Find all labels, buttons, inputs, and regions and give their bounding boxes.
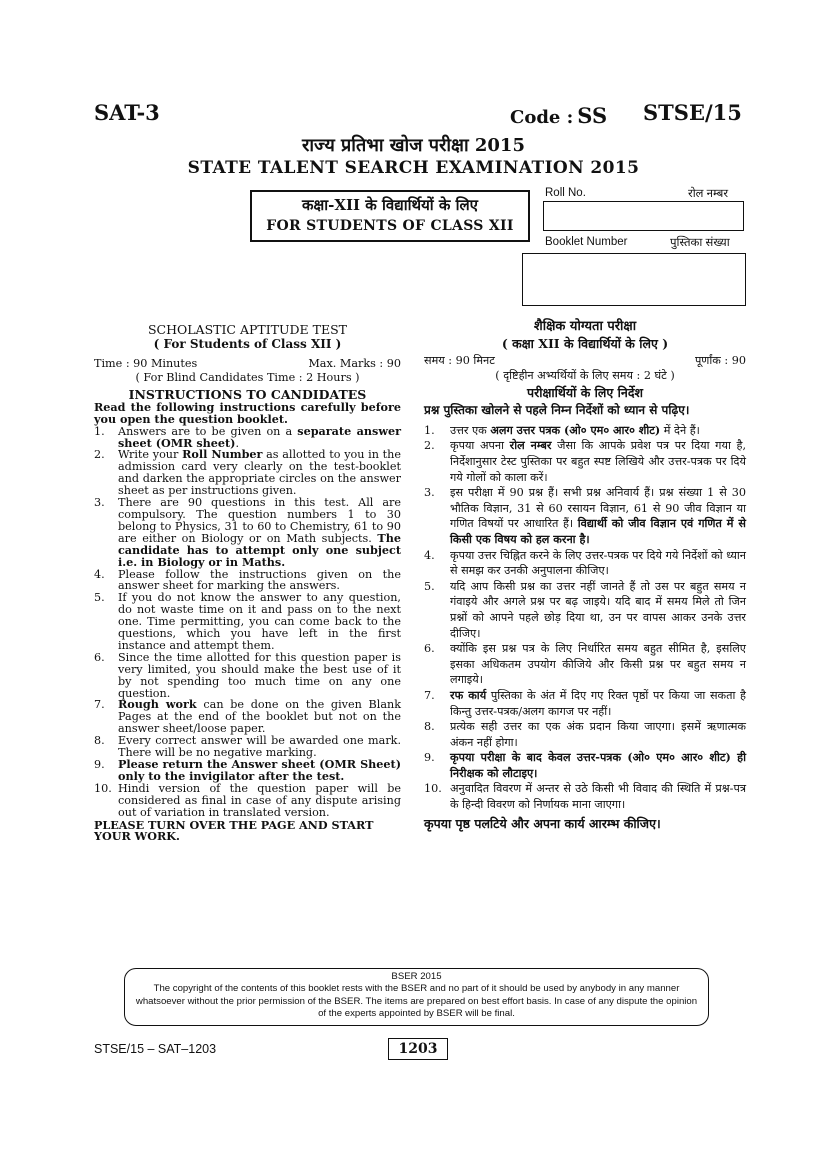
- instruction-number: 1.: [424, 423, 435, 437]
- instruction-number: 10.: [424, 782, 442, 796]
- instruction-item: [94, 652, 401, 700]
- booklet-label-hi: पुस्तिका संख्या: [670, 237, 730, 249]
- instruction-text-post: जैसा कि आपके प्रवेश पत्र पर दिया गया है, निर्देशानुसार टेस्ट पुस्तिका पर बहुत स्पष्ट लिखिये और उत्तर-पत्रक पर दिये गये गोलों को काला करें।: [450, 439, 746, 484]
- instruction-text-bold: रफ कार्य: [450, 687, 487, 702]
- instruction-text-pre: There are 90 questions in this test. All are compulsory. The question numbers 1 to 30 belong to Physics, 31 to 60 to Chemistry, 61 to 90 are either on Biology or on Math subjects.: [118, 496, 401, 545]
- instruction-text-pre: उत्तर एक: [450, 423, 491, 437]
- instruction-text-bold: विद्यार्थी को जीव विज्ञान एवं गणित में से किसी एक विषय को हल करना है।: [450, 516, 746, 546]
- instruction-item: [424, 719, 746, 750]
- instruction-text-pre: If you do not know the answer to any question, do not waste time on it and pass on to the next one. Time permitting, you can come back to the questions, which you have left in the first instance and attempt them.: [118, 591, 401, 652]
- instruction-number: 3.: [424, 486, 435, 500]
- time-marks-hi: [424, 355, 746, 367]
- instruction-item: [94, 592, 401, 652]
- instr-heading-hi: परीक्षार्थियों के लिए निर्देश: [527, 384, 643, 400]
- instruction-item: [424, 548, 746, 579]
- instruction-text-post: में देने हैं।: [660, 423, 700, 437]
- instruction-text-pre: Every correct answer will be awarded one mark. There will be no negative marking.: [118, 734, 401, 760]
- paper-code-sat: SAT-3: [94, 100, 160, 125]
- test-title-hi: शैक्षिक योग्यता परीक्षा: [533, 319, 637, 334]
- instruction-item: [424, 688, 746, 719]
- instruction-text-pre: अनुवादित विवरण में अन्तर से उठे किसी भी विवाद की स्थिति में प्रश्न-पत्र के हिन्दी विवरण को निर्णायक माना जाएगा।: [450, 782, 746, 812]
- time-hi: समय : 90 मिनट: [424, 354, 495, 367]
- marks-hi: पूर्णांक : 90: [694, 354, 746, 367]
- instruction-text-pre: Answers are to be given on a: [118, 424, 298, 438]
- instruction-text-pre: क्योंकि इस प्रश्न पत्र के लिए निर्धारित समय बहुत सीमित है, इसलिए इसका अधिकतम उपयोग कीजिये और किसी प्रश्न पर बहुत समय न लगाइये।: [450, 642, 746, 687]
- instruction-text-bold: रोल नम्बर: [509, 438, 552, 453]
- instruction-text-pre: यदि आप किसी प्रश्न का उत्तर नहीं जानते हैं तो उस पर बहुत समय न गंवाइये और अगले प्रश्न पर बढ़ जाइये। यदि बाद में समय मिले तो जिन प्रश्नों को आपने पहले छोड़ दिया था, उन पर वापस आकर उनके उत्तर दीजिए।: [450, 579, 746, 640]
- test-sub-en: ( For Students of Class XII ): [153, 337, 342, 351]
- instruction-number: 8.: [94, 734, 105, 748]
- instruction-text-pre: कृपया अपना: [450, 439, 510, 453]
- instruction-number: 9.: [94, 758, 105, 771]
- instruction-item: [424, 781, 746, 812]
- booklet-label-en: Booklet Number: [545, 236, 628, 248]
- instruction-item: [94, 497, 401, 568]
- class-english: FOR STUDENTS OF CLASS XII: [266, 218, 514, 234]
- instruction-number: 10.: [94, 781, 112, 795]
- english-column: [94, 322, 401, 843]
- instruction-text-bold: अलग उत्तर पत्रक (ओ० एम० आर० शीट): [490, 422, 661, 437]
- roll-label-en: Roll No.: [545, 187, 586, 199]
- instruction-text-pre: इस परीक्षा में 90 प्रश्न हैं। सभी प्रश्न अनिवार्य हैं। प्रश्न संख्या 1 से 30 भौतिक विज्ञान, 31 से 60 रसायन विज्ञान, 61 से 90 जीव विज्ञान या गणित विषयों पर आधारित हैं।: [450, 486, 746, 531]
- instruction-text-pre: कृपया उत्तर चिह्नित करने के लिए उत्तर-पत्रक पर दिये गये निर्देशों को ध्यान से समझ कर उनकी अनुपालना कीजिए।: [450, 548, 746, 578]
- class-box: [250, 190, 530, 242]
- closing-en: PLEASE TURN OVER THE PAGE AND START YOUR WORK.: [94, 817, 374, 844]
- instruction-item: [424, 750, 746, 781]
- instruction-item: [94, 569, 401, 593]
- instruction-number: 5.: [424, 579, 435, 593]
- time-marks-en: [94, 358, 401, 370]
- marks-en: Max. Marks : 90: [308, 357, 401, 370]
- instruction-text-bold: Rough work: [118, 697, 197, 712]
- copyright-text: The copyright of the contents of this booklet rests with the BSER and no part of it should be used by anybody in any manner whatsoever without the prior permission of the BSER. The items are prepared on best effort basis. In case of any dispute the opinion of the experts appointed by BSER will be final.: [135, 983, 698, 1019]
- roll-number-box[interactable]: [543, 201, 744, 231]
- hindi-column: [424, 318, 746, 833]
- instruction-item: [94, 449, 401, 497]
- instruction-text-bold: कृपया परीक्षा के बाद केवल उत्तर-पत्रक (ओ० एम० आर० शीट) ही निरीक्षक को लौटाइए।: [450, 750, 746, 780]
- time-en: Time : 90 Minutes: [94, 357, 198, 370]
- footer-code: STSE/15 – SAT–1203: [94, 1042, 217, 1056]
- test-title-en: SCHOLASTIC APTITUDE TEST: [147, 322, 348, 337]
- instruction-number: 6.: [424, 642, 435, 656]
- code-value: SS: [577, 103, 608, 128]
- title-english: STATE TALENT SEARCH EXAMINATION 2015: [187, 158, 640, 178]
- code-label: Code :: [510, 107, 574, 128]
- paper-code-label: [510, 103, 607, 128]
- instruction-item: [94, 423, 401, 450]
- instr-intro-hi: प्रश्न पुस्तिका खोलने से पहले निम्न निर्देशों को ध्यान से पढ़िए।: [424, 402, 690, 417]
- instruction-item: [424, 641, 746, 688]
- instruction-number: 2.: [94, 448, 105, 462]
- instruction-number: 4.: [94, 567, 105, 581]
- instruction-list-en: [94, 423, 401, 819]
- instruction-item: [94, 735, 401, 759]
- test-sub-hi: ( कक्षा XII के विद्यार्थियों के लिए ): [501, 336, 669, 351]
- instruction-number: 9.: [424, 751, 435, 765]
- instr-intro-en: Read the following instructions carefully before you open the question booklet.: [94, 399, 401, 426]
- footer-booklet-box: 1203: [388, 1038, 448, 1060]
- exam-code: STSE/15: [643, 100, 742, 125]
- instruction-text-post: as allotted to you in the admission card very clearly on the test-booklet and darken the appropriate circles on the answer sheet as per instructions given.: [118, 448, 401, 498]
- booklet-number-box[interactable]: [522, 253, 746, 306]
- instruction-text-pre: Hindi version of the question paper will be considered as final in case of any dispute arising out of variation in translated version.: [118, 781, 401, 819]
- instruction-number: 6.: [94, 650, 105, 664]
- instruction-text-pre: Please follow the instructions given on the answer sheet for marking the answers.: [118, 567, 401, 593]
- instruction-number: 7.: [94, 698, 105, 712]
- instruction-item: [94, 759, 401, 783]
- instruction-number: 1.: [94, 424, 105, 438]
- instruction-text-pre: प्रत्येक सही उत्तर का एक अंक प्रदान किया जाएगा। इसमें ऋणात्मक अंकन नहीं होगा।: [450, 720, 746, 749]
- instruction-text-bold: Roll Number: [182, 447, 263, 462]
- copyright-box: [124, 968, 709, 1026]
- instruction-text-bold: Please return the Answer sheet (OMR Sheet) only to the invigilator after the test.: [118, 757, 401, 783]
- instruction-list-hi: [424, 423, 746, 813]
- instruction-number: 3.: [94, 496, 105, 510]
- instruction-item: [94, 783, 401, 819]
- roll-label-hi: रोल नम्बर: [688, 188, 729, 200]
- closing-hi: कृपया पृष्ठ पलटिये और अपना कार्य आरम्भ कीजिए।: [424, 815, 661, 831]
- instruction-item: [424, 579, 746, 641]
- instruction-number: 7.: [424, 688, 435, 702]
- instruction-item: [94, 699, 401, 735]
- instruction-item: [424, 423, 746, 439]
- instruction-text-bold: The candidate has to attempt only one subject i.e. in Biology or in Maths.: [118, 530, 401, 569]
- copyright-title: BSER 2015: [391, 971, 442, 982]
- instruction-text-post: पुस्तिका के अंत में दिए गए रिक्त पृष्ठों पर किया जा सकता है किन्तु उत्तर-पत्रक/अलग कागज पर नहीं।: [450, 688, 747, 718]
- instruction-number: 8.: [424, 720, 435, 734]
- instruction-number: 4.: [424, 548, 435, 562]
- instruction-item: [424, 438, 746, 485]
- blind-en: ( For Blind Candidates Time : 2 Hours ): [135, 370, 360, 384]
- instruction-text-bold: separate answer sheet (OMR sheet): [118, 423, 401, 450]
- class-hindi: कक्षा-XII के विद्यार्थियों के लिए: [302, 196, 478, 214]
- instr-heading-en: INSTRUCTIONS TO CANDIDATES: [128, 386, 367, 402]
- instruction-text-post: .: [235, 436, 240, 450]
- instruction-item: [424, 485, 746, 547]
- instruction-number: 5.: [94, 591, 105, 605]
- instruction-text-pre: Since the time allotted for this question paper is very limited, you should make the best use of it by not spending too much time on any one question.: [118, 650, 401, 700]
- title-hindi: राज्य प्रतिभा खोज परीक्षा 2015: [302, 135, 525, 156]
- instruction-text-pre: Write your: [118, 448, 183, 462]
- instruction-text-post: can be done on the given Blank Pages at the end of the booklet but not on the answer sheet/loose paper.: [118, 698, 401, 736]
- instruction-number: 2.: [424, 439, 435, 453]
- blind-hi: ( दृष्टिहीन अभ्यर्थियों के लिए समय : 2 घंटे ): [495, 368, 675, 382]
